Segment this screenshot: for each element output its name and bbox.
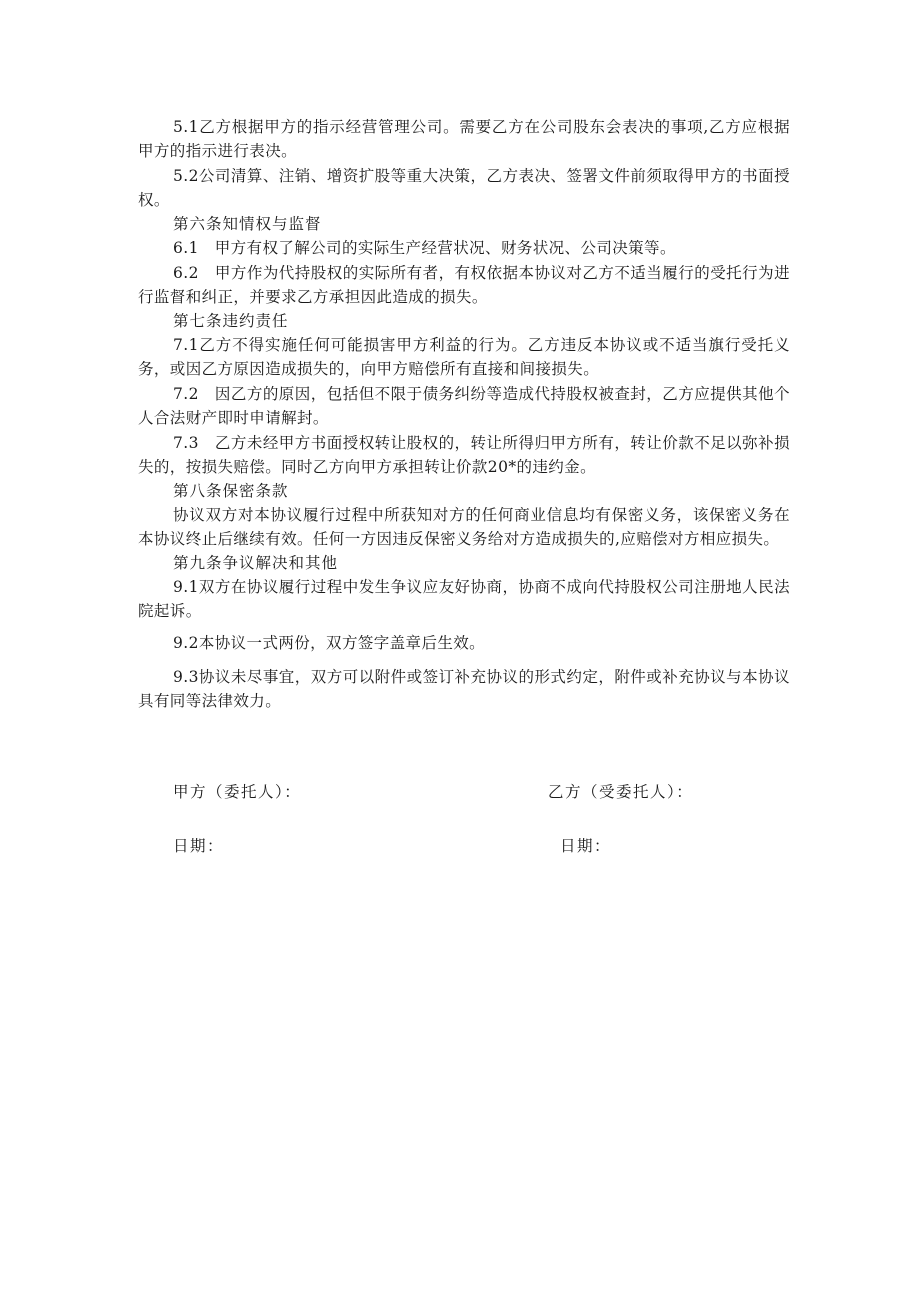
article-7-heading: 第七条违约责任: [173, 312, 289, 330]
clause-7-2: 7.2 因乙方的原因，包括但不限于债务纠纷等造成代持股权被查封，乙方应提供其他个人合法财产即时申请解封。: [138, 385, 790, 427]
document-body: [138, 115, 790, 713]
clause-6-2: 6.2 甲方作为代持股权的实际所有者，有权依据本协议对乙方不适当履行的受托行为进行监督和纠正，并要求乙方承担因此造成的损失。: [138, 264, 790, 306]
party-a-date-label: 日期：: [173, 837, 225, 855]
clause-9-2: 9.2本协议一式两份，双方签字盖章后生效。: [173, 634, 486, 652]
party-a-signature-label: 甲方（委托人）：: [173, 783, 302, 801]
clause-6-1: 6.1 甲方有权了解公司的实际生产经营状况、财务状况、公司决策等。: [173, 239, 676, 257]
clause-5-2: 5.2公司清算、注销、增资扩股等重大决策，乙方表决、签署文件前须取得甲方的书面授权。: [138, 167, 790, 209]
clause-7-3: 7.3 乙方未经甲方书面授权转让股权的，转让所得归甲方所有，转让价款不足以弥补损失的，按损失赔偿。同时乙方向甲方承担转让价款20*的违约金。: [138, 434, 790, 476]
clause-9-1: 9.1双方在协议履行过程中发生争议应友好协商，协商不成向代持股权公司注册地人民法院起诉。: [138, 578, 790, 620]
party-b-signature-label: 乙方（受委托人）：: [548, 783, 694, 801]
article-9-heading: 第九条争议解决和其他: [173, 554, 339, 572]
clause-5-1: 5.1乙方根据甲方的指示经营管理公司。需要乙方在公司股东会表决的事项,乙方应根据甲方的指示进行表决。: [138, 118, 790, 160]
party-b-date-label: 日期：: [560, 837, 612, 855]
article-8-body: 协议双方对本协议履行过程中所获知对方的任何商业信息均有保密义务，该保密义务在本协议终止后继续有效。任何一方因违反保密义务给对方造成损失的,应赔偿对方相应损失。: [138, 506, 790, 548]
clause-7-1: 7.1乙方不得实施任何可能损害甲方利益的行为。乙方违反本协议或不适当旗行受托义务，或因乙方原因造成损失的，向甲方赔偿所有直接和间接损失。: [138, 336, 790, 378]
article-8-heading: 第八条保密条款: [173, 482, 289, 500]
clause-9-3: 9.3协议未尽事宜，双方可以附件或签订补充协议的形式约定，附件或补充协议与本协议具有同等法律效力。: [138, 668, 790, 710]
article-6-heading: 第六条知情权与监督: [173, 215, 322, 233]
